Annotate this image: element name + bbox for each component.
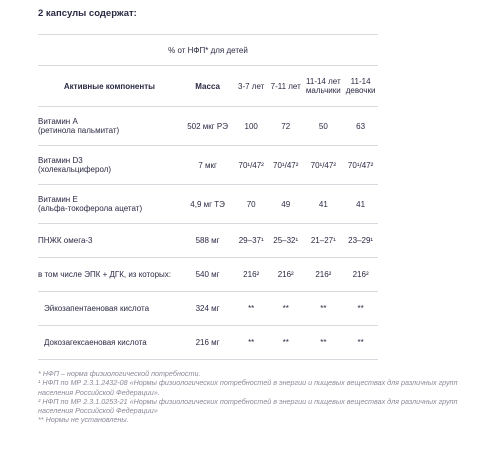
pct-7-11: **: [268, 326, 303, 360]
pct-11-14-boys: 216²: [303, 258, 343, 292]
component-subname: (альфа-токоферола ацетат): [38, 204, 143, 213]
footnote: * НФП – норма физиологической потребности.: [38, 369, 201, 378]
page-title: 2 капсулы содержат:: [38, 8, 137, 19]
header-age-7-11: 7-11 лет: [268, 66, 303, 107]
footnote: ¹ НФП по МР 2.3.1.2432-08 «Нормы физиологических потребностей в энергии и пищевых веществах для различных групп населения Российской Федерации».: [38, 378, 458, 397]
pct-7-11: 25–32¹: [268, 224, 303, 258]
component-name: Эйкозапентаеновая кислота: [38, 292, 181, 326]
pct-3-7: 216²: [234, 258, 268, 292]
footnotes: [38, 369, 458, 425]
pct-11-14-boys: 41: [303, 185, 343, 224]
component-name: Витамин А: [38, 117, 78, 126]
mass-value: 324 мг: [181, 292, 235, 326]
pct-11-14-boys: **: [303, 292, 343, 326]
table-row: [38, 292, 378, 326]
pct-11-14-boys: 21–27¹: [303, 224, 343, 258]
table-row: [38, 224, 378, 258]
pct-7-11: 70¹/47²: [268, 146, 303, 185]
mass-value: 540 мг: [181, 258, 235, 292]
header-age-11-14-boys: 11-14 лет мальчики: [303, 66, 343, 107]
pct-7-11: 216²: [268, 258, 303, 292]
table-group-header-row: [38, 35, 378, 66]
nutrition-table: [38, 34, 378, 360]
component-name: Витамин Е: [38, 195, 78, 204]
pct-3-7: 29–37¹: [234, 224, 268, 258]
header-age-11-14-girls: 11-14 девочки: [343, 66, 378, 107]
pct-11-14-boys: **: [303, 326, 343, 360]
pct-11-14-girls: 216²: [343, 258, 378, 292]
header-age-3-7: 3-7 лет: [234, 66, 268, 107]
component-name: ПНЖК омега-3: [38, 224, 181, 258]
component-subname: (ретинола пальмитат): [38, 126, 120, 135]
pct-11-14-girls: **: [343, 326, 378, 360]
pct-7-11: 49: [268, 185, 303, 224]
mass-value: 502 мкг РЭ: [181, 107, 235, 146]
pct-3-7: 70¹/47²: [234, 146, 268, 185]
component-name: Докозагексаеновая кислота: [38, 326, 181, 360]
pct-3-7: 70: [234, 185, 268, 224]
pct-7-11: **: [268, 292, 303, 326]
pct-3-7: **: [234, 292, 268, 326]
table-row: [38, 107, 378, 146]
pct-11-14-girls: 23–29¹: [343, 224, 378, 258]
component-name: в том числе ЭПК + ДГК, из которых:: [38, 258, 181, 292]
mass-value: 216 мг: [181, 326, 235, 360]
table-row: [38, 146, 378, 185]
component-subname: (холекальциферол): [38, 165, 112, 174]
mass-value: 7 мкг: [181, 146, 235, 185]
table-row: [38, 185, 378, 224]
mass-value: 588 мг: [181, 224, 235, 258]
table-row: [38, 326, 378, 360]
mass-value: 4,9 мг ТЭ: [181, 185, 235, 224]
pct-11-14-girls: 41: [343, 185, 378, 224]
footnote: ** Нормы не установлены.: [38, 415, 129, 425]
table-header-row: [38, 66, 378, 107]
pct-11-14-girls: 70¹/47²: [343, 146, 378, 185]
pct-3-7: **: [234, 326, 268, 360]
header-mass: Масса: [181, 66, 235, 107]
pct-11-14-boys: 70¹/47²: [303, 146, 343, 185]
pct-11-14-boys: 50: [303, 107, 343, 146]
pct-11-14-girls: **: [343, 292, 378, 326]
header-components: Активные компоненты: [38, 66, 181, 107]
pct-3-7: 100: [234, 107, 268, 146]
footnote: ² НФП по МР 2.3.1.0253-21 «Нормы физиологических потребностей в энергии и пищевых веществах для различных групп населения Российской Федерации»: [38, 396, 458, 416]
component-name: Витамин D3: [38, 156, 83, 165]
pct-7-11: 72: [268, 107, 303, 146]
table-row: [38, 258, 378, 292]
group-header: % от НФП* для детей: [38, 35, 378, 66]
pct-11-14-girls: 63: [343, 107, 378, 146]
